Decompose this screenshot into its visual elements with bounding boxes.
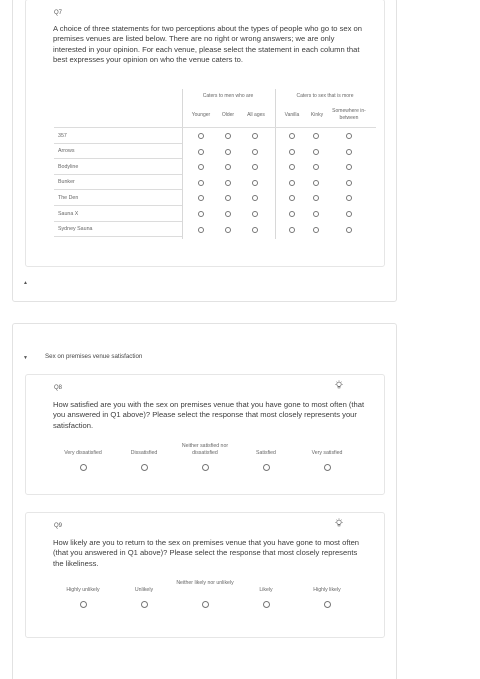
lightbulb-icon[interactable] xyxy=(334,518,344,528)
scale-option-label: Unlikely xyxy=(134,587,154,593)
column-header: Vanilla xyxy=(284,112,300,118)
matrix-radio-younger[interactable] xyxy=(198,180,204,186)
matrix-radio-younger[interactable] xyxy=(198,149,204,155)
matrix-radio-kinky[interactable] xyxy=(313,195,319,201)
scale-option-label: Highly likely xyxy=(313,587,341,593)
question-text: How satisfied are you with the sex on premises venue that you have gone to most often (that you answered in Q1 above)? Please select the response that most closely represents your satisfaction. xyxy=(53,400,365,430)
scale-radio[interactable] xyxy=(202,601,209,608)
matrix-radio-younger[interactable] xyxy=(198,133,204,139)
chevron-up-icon[interactable]: ▲ xyxy=(23,280,28,286)
scale-radio[interactable] xyxy=(80,464,87,471)
column-divider xyxy=(275,89,276,239)
matrix-radio-younger[interactable] xyxy=(198,227,204,233)
matrix-radio-kinky[interactable] xyxy=(313,133,319,139)
matrix-radio-vanilla[interactable] xyxy=(289,195,295,201)
matrix-row-label: Arrows xyxy=(58,148,75,155)
scale-radio[interactable] xyxy=(263,601,270,608)
matrix-radio-vanilla[interactable] xyxy=(289,164,295,170)
matrix-radio-older[interactable] xyxy=(225,180,231,186)
matrix-radio-somewhere-in-between[interactable] xyxy=(346,149,352,155)
scale-option-label: Neither likely nor unlikely xyxy=(176,580,234,586)
row-divider xyxy=(54,143,182,144)
matrix-radio-older[interactable] xyxy=(225,227,231,233)
survey-block-1 xyxy=(12,0,397,302)
row-divider xyxy=(54,236,182,237)
matrix-radio-older[interactable] xyxy=(225,133,231,139)
lightbulb-icon[interactable] xyxy=(334,380,344,390)
matrix-radio-older[interactable] xyxy=(225,211,231,217)
matrix-row-label: Bodyline xyxy=(58,163,79,170)
question-card-q9 xyxy=(25,512,385,638)
section-title: Sex on premises venue satisfaction xyxy=(45,353,143,360)
matrix-radio-all-ages[interactable] xyxy=(252,227,258,233)
matrix-radio-all-ages[interactable] xyxy=(252,164,258,170)
matrix-radio-vanilla[interactable] xyxy=(289,211,295,217)
matrix-radio-vanilla[interactable] xyxy=(289,133,295,139)
scale-option-label: Likely xyxy=(259,587,273,593)
matrix-row-label: Sauna X xyxy=(58,210,79,217)
matrix-radio-kinky[interactable] xyxy=(313,180,319,186)
chevron-down-icon[interactable]: ▼ xyxy=(23,355,28,361)
question-number: Q7 xyxy=(54,10,63,16)
matrix-row-label: 357 xyxy=(58,132,67,139)
row-divider xyxy=(54,205,182,206)
scale-option-label: Highly unlikely xyxy=(66,587,100,593)
row-divider xyxy=(54,158,182,159)
matrix-radio-all-ages[interactable] xyxy=(252,195,258,201)
matrix-radio-all-ages[interactable] xyxy=(252,211,258,217)
matrix-radio-vanilla[interactable] xyxy=(289,180,295,186)
matrix-radio-older[interactable] xyxy=(225,164,231,170)
matrix-table xyxy=(54,89,376,239)
matrix-radio-kinky[interactable] xyxy=(313,211,319,217)
header-divider xyxy=(54,127,376,128)
matrix-radio-all-ages[interactable] xyxy=(252,149,258,155)
scale-radio[interactable] xyxy=(141,601,148,608)
scale-radio[interactable] xyxy=(202,464,209,471)
scale-radio[interactable] xyxy=(324,464,331,471)
question-card-q8 xyxy=(25,374,385,495)
scale-radio[interactable] xyxy=(324,601,331,608)
column-header: Younger xyxy=(191,112,211,118)
question-number: Q9 xyxy=(54,523,63,529)
row-divider xyxy=(54,174,182,175)
matrix-radio-younger[interactable] xyxy=(198,195,204,201)
matrix-radio-all-ages[interactable] xyxy=(252,180,258,186)
group-header-sex: Caters to sex that is more xyxy=(296,93,354,99)
survey-block-2 xyxy=(12,323,397,679)
scale-option-label: Dissatisfied xyxy=(130,450,158,456)
matrix-radio-somewhere-in-between[interactable] xyxy=(346,195,352,201)
matrix-row-label: Bunker xyxy=(58,179,75,186)
matrix-radio-kinky[interactable] xyxy=(313,164,319,170)
matrix-radio-younger[interactable] xyxy=(198,211,204,217)
scale-radio[interactable] xyxy=(263,464,270,471)
scale-option-label: Neither satisfied nor dissatisfied xyxy=(181,443,229,456)
matrix-row-label: Sydney Sauna xyxy=(58,226,93,233)
scale-radio[interactable] xyxy=(141,464,148,471)
matrix-radio-somewhere-in-between[interactable] xyxy=(346,164,352,170)
scale-radio[interactable] xyxy=(80,601,87,608)
matrix-radio-vanilla[interactable] xyxy=(289,149,295,155)
matrix-row-label: The Den xyxy=(58,194,79,201)
matrix-radio-somewhere-in-between[interactable] xyxy=(346,227,352,233)
column-header: Somewhere in-between xyxy=(332,108,366,121)
group-header-age: Caters to men who are xyxy=(202,93,254,99)
matrix-radio-younger[interactable] xyxy=(198,164,204,170)
scale-option-label: Very satisfied xyxy=(311,450,343,456)
matrix-radio-older[interactable] xyxy=(225,195,231,201)
question-card-q7 xyxy=(25,0,385,267)
matrix-radio-all-ages[interactable] xyxy=(252,133,258,139)
matrix-radio-older[interactable] xyxy=(225,149,231,155)
question-text: A choice of three statements for two perceptions about the types of people who go to sex on premises venues are listed below. There are no right or wrong answers; we are only interested in your opinion. For each venue, please select the statement in each column that best expresses your opinion on who the venue caters to. xyxy=(53,24,363,64)
matrix-radio-somewhere-in-between[interactable] xyxy=(346,180,352,186)
row-divider xyxy=(54,221,182,222)
scale-option-label: Satisfied xyxy=(256,450,276,456)
matrix-radio-somewhere-in-between[interactable] xyxy=(346,211,352,217)
scale-option-label: Very dissatisfied xyxy=(64,450,102,456)
question-text: How likely are you to return to the sex on premises venue that you have gone to most often (that you answered in Q1 above)? Please select the response that most closely represents the likeliness. xyxy=(53,538,360,568)
matrix-radio-kinky[interactable] xyxy=(313,227,319,233)
matrix-radio-kinky[interactable] xyxy=(313,149,319,155)
matrix-radio-vanilla[interactable] xyxy=(289,227,295,233)
column-header: All ages xyxy=(247,112,265,118)
column-header: Kinky xyxy=(310,112,324,118)
row-divider xyxy=(54,189,182,190)
question-number: Q8 xyxy=(54,385,63,391)
column-header: Older xyxy=(221,112,235,118)
matrix-radio-somewhere-in-between[interactable] xyxy=(346,133,352,139)
column-divider xyxy=(182,89,183,239)
